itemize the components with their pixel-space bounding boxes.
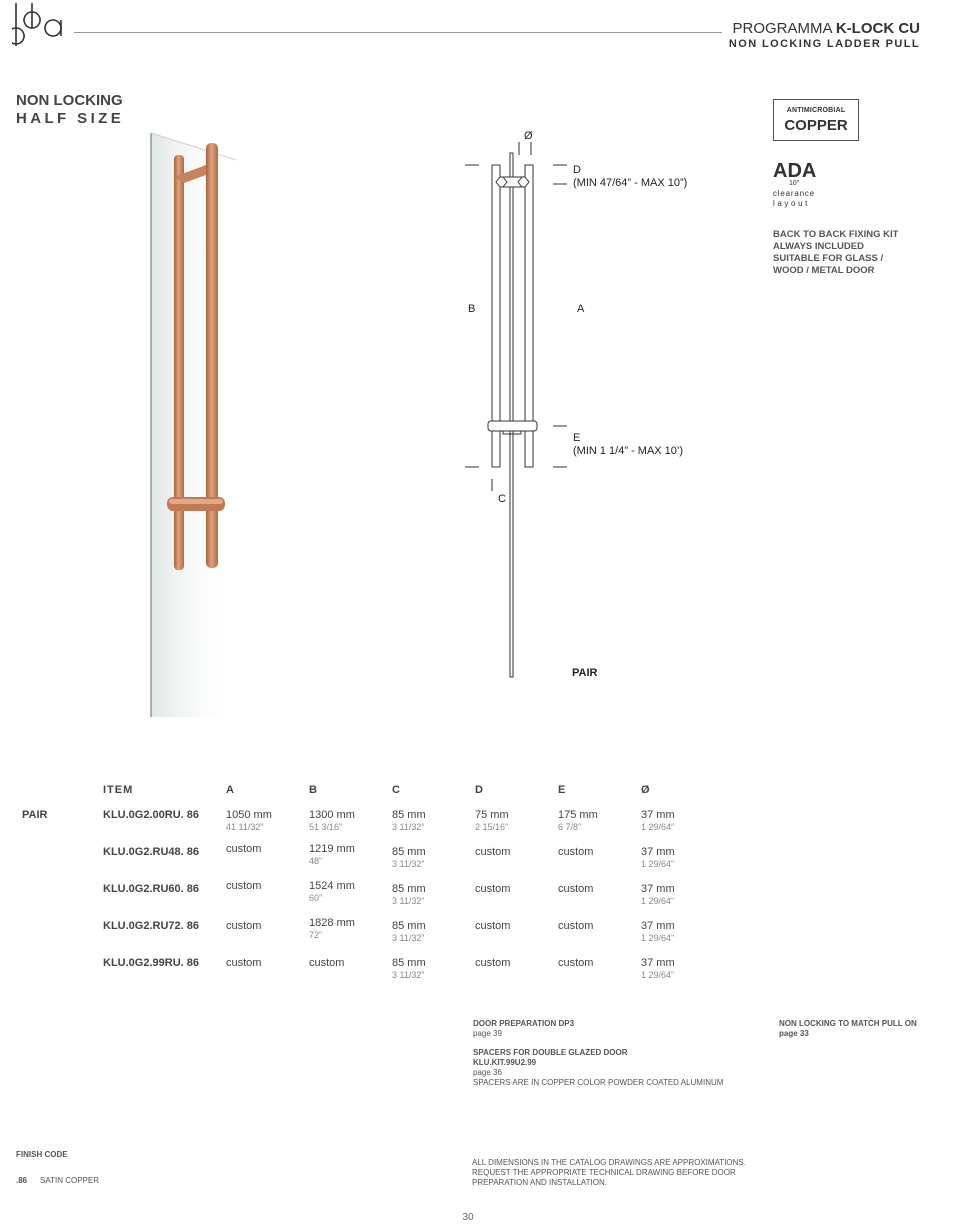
- table-header-a: A: [226, 784, 234, 796]
- disclaimer-line: REQUEST THE APPROPRIATE TECHNICAL DRAWING BEFORE DOOR: [472, 1168, 736, 1177]
- page-subtitle: HALF SIZE: [16, 110, 125, 127]
- cell-b: 1300 mm: [309, 809, 355, 821]
- dimension-d-label: D: [573, 164, 581, 176]
- disclaimer-line: ALL DIMENSIONS IN THE CATALOG DRAWINGS ARE APPROXIMATIONS.: [472, 1158, 746, 1167]
- header-rule: [74, 32, 722, 33]
- ada-measure: 10”: [789, 180, 800, 187]
- door-prep-title: DOOR PREPARATION DP3: [473, 1019, 575, 1028]
- technical-drawing: [455, 125, 715, 685]
- cell-c-inch: 3 11/32”: [392, 970, 425, 980]
- brand-logo: [12, 0, 64, 50]
- dimension-e-range: (MIN 1 1/4” - MAX 10’): [573, 445, 684, 457]
- dimension-c-label: C: [498, 493, 506, 505]
- kit-line: SUITABLE FOR GLASS /: [773, 253, 884, 264]
- finish-code: .86: [16, 1176, 28, 1185]
- cell-a: 1050 mm: [226, 809, 272, 821]
- ada-clearance: clearance: [773, 189, 815, 198]
- cell-d: custom: [475, 957, 511, 969]
- diameter-label: Ø: [524, 130, 533, 142]
- cell-b-inch: 72”: [309, 930, 323, 940]
- program-title: [732, 20, 920, 37]
- page-title: NON LOCKING: [16, 92, 123, 109]
- cell-c-inch: 3 11/32”: [392, 896, 425, 906]
- cell-diameter: 37 mm: [641, 920, 675, 932]
- row-group-label: PAIR: [22, 809, 48, 821]
- cell-c: 85 mm: [392, 920, 426, 932]
- cell-a: custom: [226, 843, 262, 855]
- spacers-note: SPACERS ARE IN COPPER COLOR POWDER COATED ALUMINUM: [473, 1078, 724, 1087]
- cell-a: custom: [226, 880, 262, 892]
- cell-d: custom: [475, 920, 511, 932]
- cell-e: custom: [558, 846, 594, 858]
- spacers-title: SPACERS FOR DOUBLE GLAZED DOOR: [473, 1048, 628, 1057]
- cell-e: custom: [558, 957, 594, 969]
- cell-c: 85 mm: [392, 846, 426, 858]
- ada-title: ADA: [773, 160, 817, 182]
- match-page-link[interactable]: page 33: [779, 1029, 809, 1038]
- material-badge-big: COPPER: [784, 117, 848, 134]
- program-name: K-LOCK CU: [835, 20, 920, 37]
- table-header-b: B: [309, 784, 317, 796]
- cell-a: custom: [226, 920, 262, 932]
- cell-diameter: 37 mm: [641, 846, 675, 858]
- item-code: KLU.0G2.00RU. 86: [103, 809, 199, 821]
- cell-c-inch: 3 11/32”: [392, 822, 425, 832]
- cell-diameter: 37 mm: [641, 883, 675, 895]
- cell-e: custom: [558, 920, 594, 932]
- cell-d: custom: [475, 883, 511, 895]
- item-code: KLU.0G2.RU72. 86: [103, 920, 199, 932]
- cell-c-inch: 3 11/32”: [392, 933, 425, 943]
- cell-d: custom: [475, 846, 511, 858]
- table-header-c: C: [392, 784, 400, 796]
- cell-b: 1524 mm: [309, 880, 355, 892]
- cell-b-inch: 60”: [309, 893, 323, 903]
- kit-line: BACK TO BACK FIXING KIT: [773, 229, 899, 240]
- kit-line: WOOD / METAL DOOR: [773, 265, 875, 276]
- cell-e: custom: [558, 883, 594, 895]
- cell-e-inch: 6 7/8”: [558, 822, 582, 832]
- pair-label: PAIR: [572, 667, 598, 679]
- cell-a: custom: [226, 957, 262, 969]
- door-prep-page-link[interactable]: page 39: [473, 1029, 502, 1038]
- cell-b: 1219 mm: [309, 843, 355, 855]
- table-header-e: E: [558, 784, 566, 796]
- product-photo: [140, 125, 250, 725]
- item-code: KLU.0G2.RU60. 86: [103, 883, 199, 895]
- cell-e: 175 mm: [558, 809, 598, 821]
- cell-c: 85 mm: [392, 883, 426, 895]
- finish-code-label: FINISH CODE: [16, 1150, 68, 1159]
- cell-a-inch: 41 11/32”: [226, 822, 264, 832]
- dimension-e-label: E: [573, 432, 581, 444]
- match-title: NON LOCKING TO MATCH PULL ON: [779, 1019, 917, 1028]
- item-code: KLU.0G2.99RU. 86: [103, 957, 199, 969]
- cell-diameter-inch: 1 29/64”: [641, 970, 675, 980]
- kit-line: ALWAYS INCLUDED: [773, 241, 864, 252]
- table-header-item: ITEM: [103, 784, 134, 796]
- cell-b: custom: [309, 957, 345, 969]
- finish-name: SATIN COPPER: [40, 1176, 99, 1185]
- cell-diameter-inch: 1 29/64”: [641, 859, 675, 869]
- spacers-page-link[interactable]: page 36: [473, 1068, 502, 1077]
- dimension-d-range: (MIN 47/64” - MAX 10”): [573, 177, 688, 189]
- cell-diameter-inch: 1 29/64”: [641, 933, 675, 943]
- dimension-b-label: B: [468, 303, 476, 315]
- cell-diameter-inch: 1 29/64”: [641, 822, 675, 832]
- table-header-d: D: [475, 784, 483, 796]
- cell-c: 85 mm: [392, 957, 426, 969]
- spacers-code: KLU.KIT.99U2.99: [473, 1058, 537, 1067]
- cell-d: 75 mm: [475, 809, 509, 821]
- table-header-diameter: Ø: [641, 784, 650, 796]
- cell-diameter-inch: 1 29/64”: [641, 896, 675, 906]
- cell-c-inch: 3 11/32”: [392, 859, 425, 869]
- disclaimer-line: PREPARATION AND INSTALLATION.: [472, 1178, 607, 1187]
- cell-b-inch: 48”: [309, 856, 323, 866]
- cell-d-inch: 2 15/16”: [475, 822, 509, 832]
- program-subtitle: NON LOCKING LADDER PULL: [728, 38, 920, 50]
- cell-b-inch: 51 3/16”: [309, 822, 343, 832]
- material-badge-small: ANTIMICROBIAL: [786, 107, 846, 114]
- cell-c: 85 mm: [392, 809, 426, 821]
- cell-b: 1828 mm: [309, 917, 355, 929]
- cell-diameter: 37 mm: [641, 957, 675, 969]
- material-badge: [773, 99, 859, 141]
- item-code: KLU.0G2.RU48. 86: [103, 846, 199, 858]
- page-number: 30: [462, 1212, 474, 1223]
- cell-diameter: 37 mm: [641, 809, 675, 821]
- program-prefix: PROGRAMMA: [732, 20, 832, 37]
- dimension-a-label: A: [577, 303, 585, 315]
- ada-layout: layout: [773, 199, 810, 208]
